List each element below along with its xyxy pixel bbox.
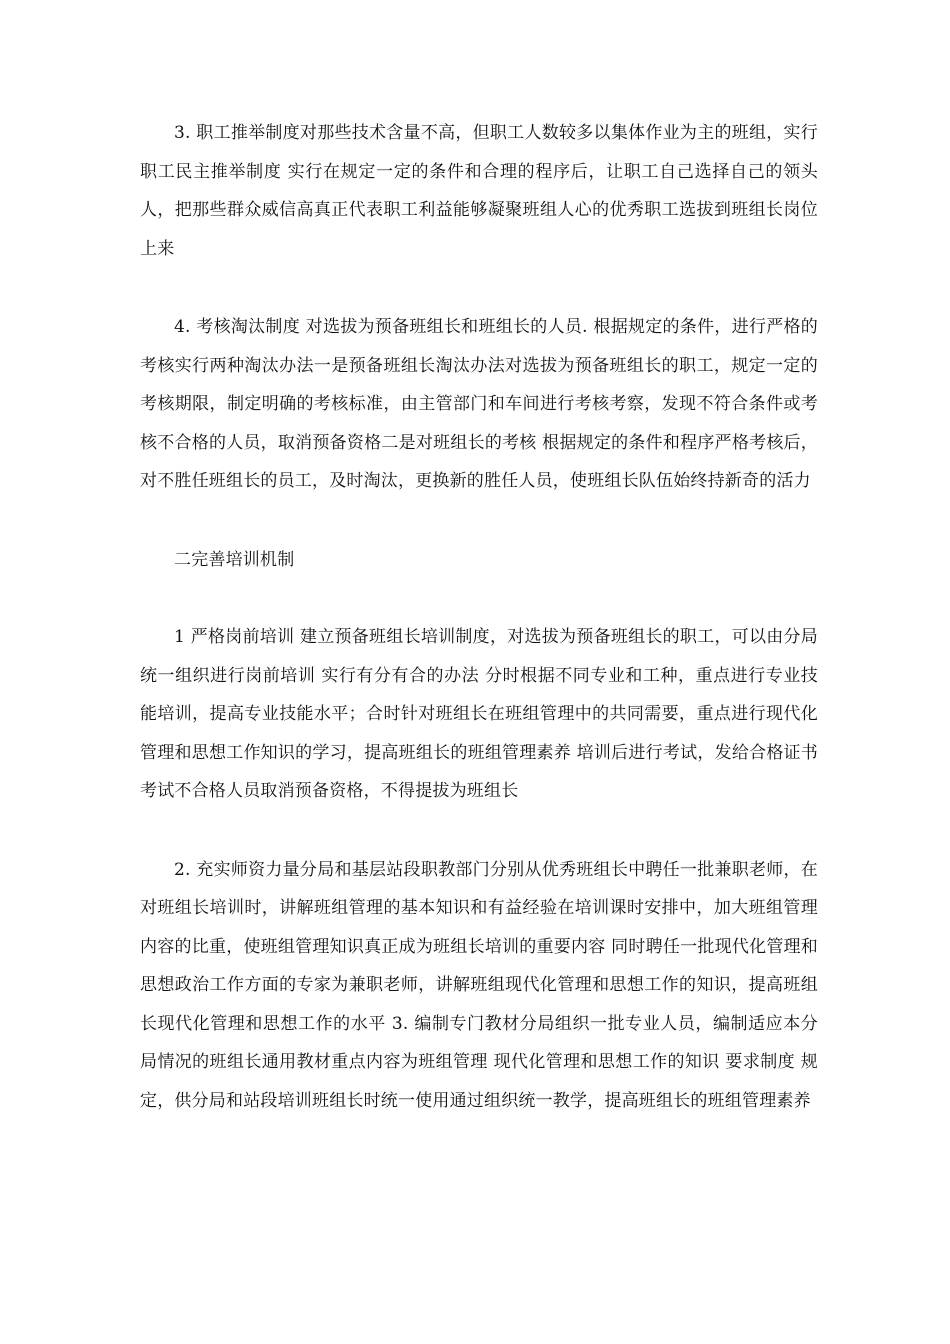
paragraph-assessment-elimination: 4. 考核淘汰制度 对选拔为预备班组长和班组长的人员. 根据规定的条件，进行严格的考核实行两种淘汰办法一是预备班组长淘汰办法对选拔为预备班组长的职工，规定一定的考核期限，制定明确的考核标准，由主管部门和车间进行考核考察，发现不符合条件或考核不合格的人员，取消预备资格二是对班组长的考核 根据规定的条件和程序严格考核后，对不胜任班组长的员工，及时淘汰，更换新的胜任人员，使班组长队伍始终持新奇的活力 (140, 317, 818, 491)
section-heading-training-mechanism: 二完善培训机制 (174, 549, 295, 570)
document-body (140, 114, 818, 1160)
paragraph-pre-job-training: 1 严格岗前培训 建立预备班组长培训制度，对选拔为预备班组长的职工，可以由分局统一组织进行岗前培训 实行有分有合的办法 分时根据不同专业和工种，重点进行专业技能培训，提高专业技能水平；合时针对班组长在班组管理中的共同需要，重点进行现代化管理和思想工作知识的学习，提高班组长的班组管理素养 培训后进行考试，发给合格证书考试不合格人员取消预备资格，不得提拔为班组长 (140, 627, 818, 801)
paragraph-teaching-staff: 2. 充实师资力量分局和基层站段职教部门分别从优秀班组长中聘任一批兼职老师，在对班组长培训时，讲解班组管理的基本知识和有益经验在培训课时安排中，加大班组管理内容的比重，使班组管理知识真正成为班组长培训的重要内容 同时聘任一批现代化管理和思想政治工作方面的专家为兼职老师，讲解班组现代化管理和思想工作的知识，提高班组长现代化管理和思想工作的水平 3. 编制专门教材分局组织一批专业人员，编制适应本分局情况的班组长通用教材重点内容为班组管理 现代化管理和思想工作的知识 要求制度 规定，供分局和站段培训班组长时统一使用通过组织统一教学，提高班组长的班组管理素养 (140, 859, 818, 1111)
paragraph-recommendation-system: 3. 职工推举制度对那些技术含量不高，但职工人数较多以集体作业为主的班组，实行职工民主推举制度 实行在规定一定的条件和合理的程序后，让职工自己选择自己的领头人，把那些群众威信高真正代表职工利益能够凝聚班组人心的优秀职工选拔到班组长岗位上来 (140, 123, 818, 259)
